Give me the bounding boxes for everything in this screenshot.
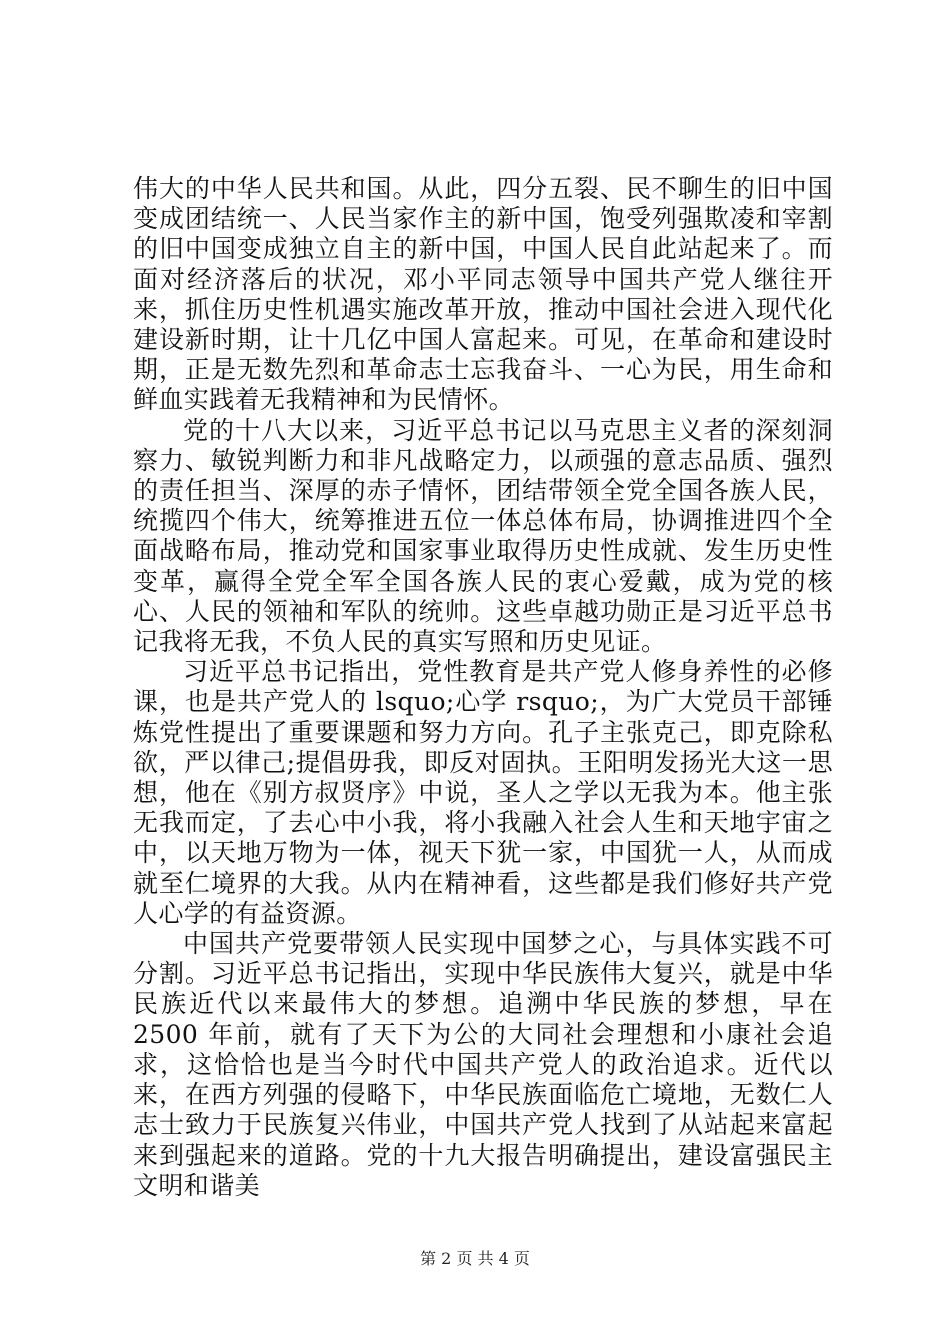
page-footer — [0, 1246, 950, 1269]
document-body — [133, 174, 833, 1201]
paragraph: 党的十八大以来，习近平总书记以马克思主义者的深刻洞察力、敏锐判断力和非凡战略定力，以顽强的意志品质、强烈的责任担当、深厚的赤子情怀，团结带领全党全国各族人民，统揽四个伟大，统筹推进五位一体总体布局，协调推进四个全面战略布局，推动党和国家事业取得历史性成就、发生历史性变革，赢得全党全军全国各族人民的衷心爱戴，成为党的核心、人民的领袖和军队的统帅。这些卓越功勋正是习近平总书记我将无我，不负人民的真实写照和历史见证。 — [133, 415, 833, 657]
paragraph-continuation: 伟大的中华人民共和国。从此，四分五裂、民不聊生的旧中国变成团结统一、人民当家作主的新中国，饱受列强欺凌和宰割的旧中国变成独立自主的新中国，中国人民自此站起来了。而面对经济落后的状况，邓小平同志领导中国共产党人继往开来，抓住历史性机遇实施改革开放，推动中国社会进入现代化建设新时期，让十几亿中国人富起来。可见，在革命和建设时期，正是无数先烈和革命志士忘我奋斗、一心为民，用生命和鲜血实践着无我精神和为民情怀。 — [133, 174, 833, 415]
paragraph: 习近平总书记指出，党性教育是共产党人修身养性的必修课，也是共产党人的 lsquo;心学 rsquo;，为广大党员干部锤炼党性提出了重要课题和努力方向。孔子主张克己，即克除私欲，严以律己;提倡毋我，即反对固执。王阳明发扬光大这一思想，他在《别方叔贤序》中说，圣人之学以无我为本。他主张无我而定，了去心中小我，将小我融入社会人生和天地宇宙之中，以天地万物为一体，视天下犹一家，中国犹一人，从而成就至仁境界的大我。从内在精神看，这些都是我们修好共产党人心学的有益资源。 — [133, 657, 833, 928]
paragraph: 中国共产党要带领人民实现中国梦之心，与具体实践不可分割。习近平总书记指出，实现中华民族伟大复兴，就是中华民族近代以来最伟大的梦想。追溯中华民族的梦想，早在 2500 年前，就有了天下为公的大同社会理想和小康社会追求，这恰恰也是当今时代中国共产党人的政治追求。近代以来，在西方列强的侵略下，中华民族面临危亡境地，无数仁人志士致力于民族复兴伟业，中国共产党人找到了从站起来富起来到强起来的道路。党的十九大报告明确提出，建设富强民主文明和谐美 — [133, 929, 833, 1200]
page-number-indicator: 第 2 页 共 4 页 — [420, 1249, 530, 1268]
